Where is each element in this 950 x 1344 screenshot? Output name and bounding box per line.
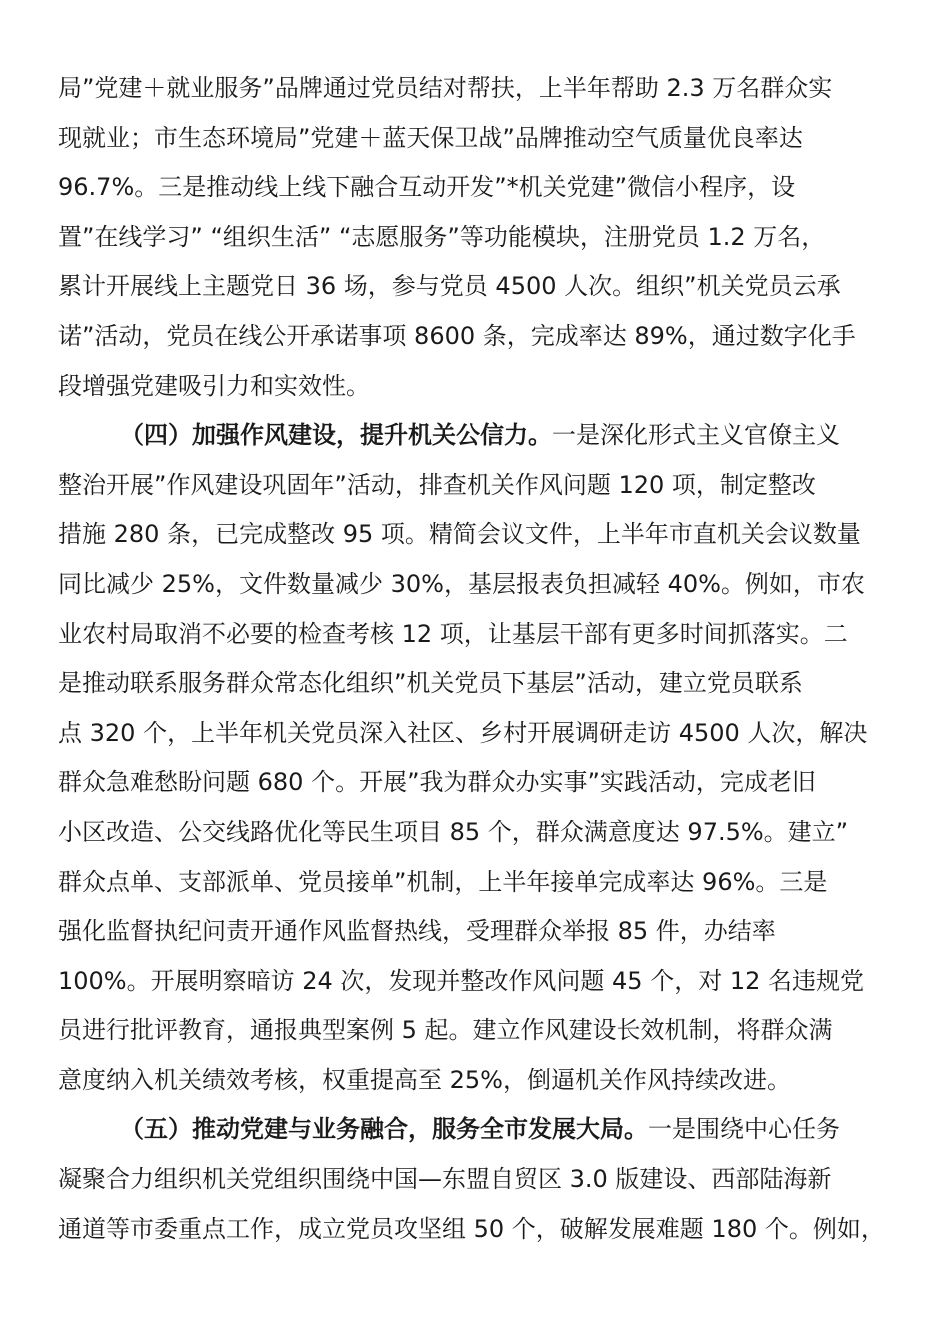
text-line: 员进行批评教育，通报典型案例 5 起。建立作风建设长效机制，将群众满 xyxy=(58,1016,833,1045)
text-line: 凝聚合力组织机关党组织围绕中国—东盟自贸区 3.0 版建设、西部陆海新 xyxy=(58,1165,832,1194)
text-line: 群众急难愁盼问题 680 个。开展”我为群众办实事”实践活动，完成老旧 xyxy=(58,768,816,797)
text-run: 一是深化形式主义官僚主义 xyxy=(552,421,840,450)
text-line: 点 320 个，上半年机关党员深入社区、乡村开展调研走访 4500 人次，解决 xyxy=(58,718,868,747)
paragraph-integration xyxy=(58,1105,918,1254)
text-line: 诺”活动，党员在线公开承诺事项 8600 条，完成率达 89%，通过数字化手 xyxy=(58,321,856,350)
section-heading-five: （五）推动党建与业务融合，服务全市发展大局。 xyxy=(120,1115,648,1144)
text-line: 同比减少 25%，文件数量减少 30%，基层报表负担减轻 40%。例如，市农 xyxy=(58,569,865,598)
text-line: 通道等市委重点工作，成立党员攻坚组 50 个，破解发展难题 180 个。例如， xyxy=(58,1214,885,1243)
text-run: 一是围绕中心任务 xyxy=(648,1115,840,1144)
text-line: 措施 280 条，已完成整改 95 项。精简会议文件，上半年市直机关会议数量 xyxy=(58,520,861,549)
text-line: 累计开展线上主题党日 36 场，参与党员 4500 人次。组织”机关党员云承 xyxy=(58,272,841,301)
text-line: 小区改造、公交线路优化等民生项目 85 个，群众满意度达 97.5%。建立” xyxy=(58,817,849,846)
text-line: 意度纳入机关绩效考核，权重提高至 25%，倒逼机关作风持续改进。 xyxy=(58,1065,791,1094)
section-heading-four: （四）加强作风建设，提升机关公信力。 xyxy=(120,421,552,450)
text-line: 100%。开展明察暗访 24 次，发现并整改作风问题 45 个，对 12 名违规党 xyxy=(58,966,865,995)
text-line: 业农村局取消不必要的检查考核 12 项，让基层干部有更多时间抓落实。二 xyxy=(58,619,848,648)
paragraph-work-style xyxy=(58,411,918,1105)
paragraph-first-line xyxy=(58,411,918,461)
text-line: 段增强党建吸引力和实效性。 xyxy=(58,371,370,400)
text-line: 现就业；市生态环境局”党建＋蓝天保卫战”品牌推动空气质量优良率达 xyxy=(58,123,803,152)
text-line: 是推动联系服务群众常态化组织”机关党员下基层”活动，建立党员联系 xyxy=(58,669,803,698)
text-line: 整治开展”作风建设巩固年”活动，排查机关作风问题 120 项，制定整改 xyxy=(58,470,816,499)
text-line: 群众点单、支部派单、党员接单”机制，上半年接单完成率达 96%。三是 xyxy=(58,867,828,896)
text-line: 置”在线学习” “组织生活” “志愿服务”等功能模块，注册党员 1.2 万名， xyxy=(58,222,826,251)
text-line: 强化监督执纪问责开通作风监督热线，受理群众举报 85 件，办结率 xyxy=(58,917,776,946)
text-line: 局”党建＋就业服务”品牌通过党员结对帮扶，上半年帮助 2.3 万名群众实 xyxy=(58,74,833,102)
paragraph-first-line xyxy=(58,1105,918,1155)
paragraph-digital-party-building xyxy=(58,64,918,411)
text-line: 96.7%。三是推动线上线下融合互动开发”*机关党建”微信小程序，设 xyxy=(58,173,796,202)
document-page xyxy=(58,64,918,1254)
